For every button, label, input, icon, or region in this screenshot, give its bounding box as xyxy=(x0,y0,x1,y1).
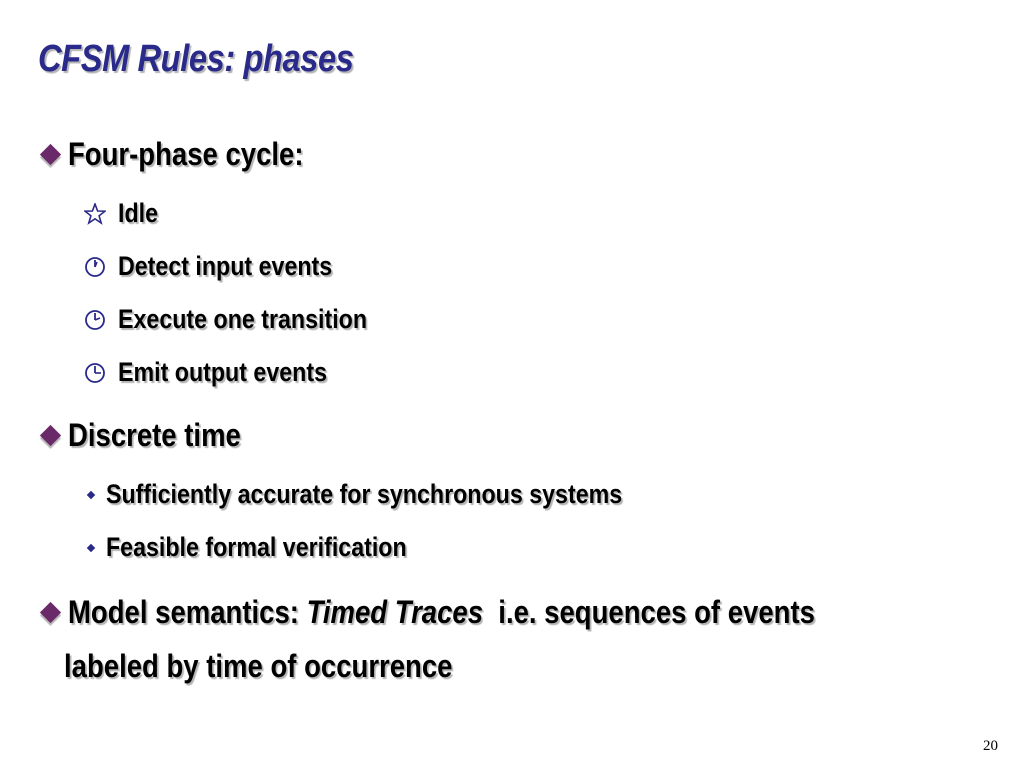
phase-item-detect xyxy=(84,251,367,282)
sub-item-accurate xyxy=(84,479,706,510)
sub-item-verification xyxy=(84,532,456,563)
bullet-text-suffix: i.e. sequences of events xyxy=(483,594,815,630)
bullet-text xyxy=(68,594,815,631)
sub-item-label: Feasible formal verification xyxy=(106,532,407,562)
bullet-text-line2: labeled by time of occurrence xyxy=(64,648,453,684)
phase-item-idle xyxy=(84,198,165,229)
bullet-four-phase xyxy=(38,136,342,173)
small-diamond-icon xyxy=(87,490,95,498)
clock-icon xyxy=(84,256,106,278)
bullet-discrete-time xyxy=(38,417,269,454)
clock-icon xyxy=(84,362,106,384)
bullet-text-italic: Timed Traces xyxy=(306,594,484,630)
phase-label: Execute one transition xyxy=(118,304,368,334)
bullet-text: Discrete time xyxy=(68,417,241,453)
bullet-text: Four-phase cycle: xyxy=(68,136,304,172)
star-icon xyxy=(84,203,106,225)
page-number: 20 xyxy=(983,738,998,754)
phase-label: Detect input events xyxy=(118,251,333,281)
bullet-model-semantics-line2 xyxy=(64,648,516,685)
phase-item-execute xyxy=(84,304,408,335)
slide-title: CFSM Rules: phases xyxy=(38,38,354,80)
phase-item-emit xyxy=(84,357,361,388)
bullet-text-prefix: Model semantics: xyxy=(68,594,307,630)
diamond-bullet-icon xyxy=(40,425,61,446)
sub-item-label: Sufficiently accurate for synchronous systems xyxy=(106,479,623,509)
phase-label: Emit output events xyxy=(118,357,327,387)
bullet-model-semantics xyxy=(38,594,937,631)
diamond-bullet-icon xyxy=(40,144,61,165)
phase-label: Idle xyxy=(118,198,159,228)
small-diamond-icon xyxy=(87,543,95,551)
clock-icon xyxy=(84,309,106,331)
diamond-bullet-icon xyxy=(40,602,61,623)
